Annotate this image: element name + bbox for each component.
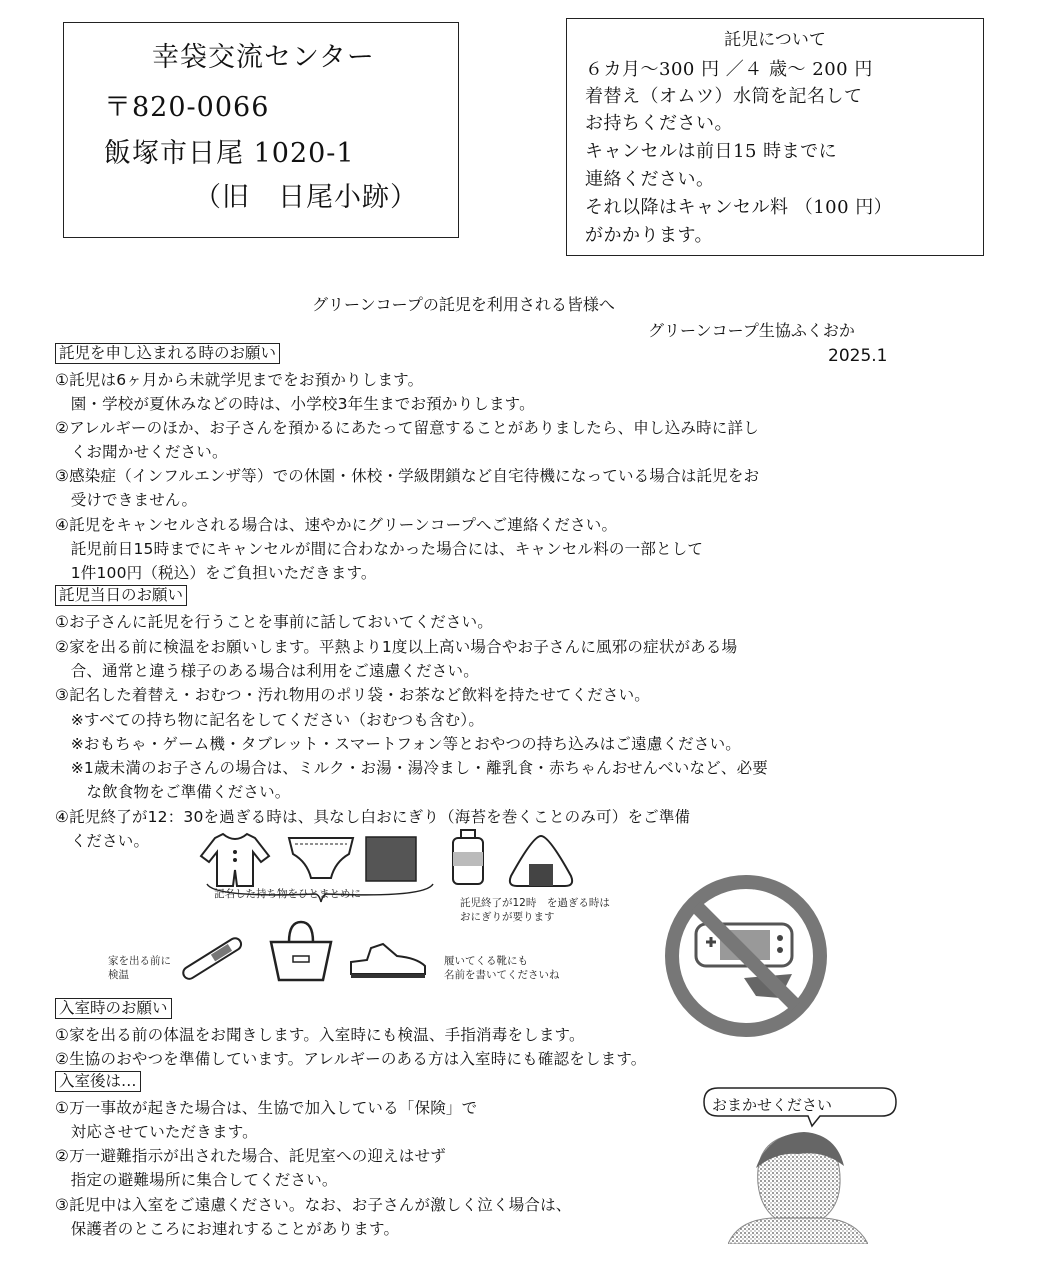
day-line: ④託児終了が12：30を過ぎる時は、具なし白おにぎり（海苔を巻くことのみ可）をご準備 [55, 808, 691, 826]
care-line: キャンセルは前日15 時までに [585, 141, 838, 162]
day-line: ②家を出る前に検温をお願いします。平熱より1度以上高い場合やお子さんに風邪の症状がある場 [55, 638, 738, 656]
after-line: 指定の避難場所に集合してください。 [55, 1171, 338, 1189]
caption-shoes: 名前を書いてくださいね [444, 969, 560, 981]
shoe-icon [347, 938, 429, 982]
apply-line: 託児前日15時までにキャンセルが間に合わなかった場合には、キャンセル料の一部として [55, 540, 704, 558]
care-info-title: 託児について [724, 30, 826, 50]
tote-bag-icon [265, 918, 337, 984]
caption-temp: 家を出る前に [108, 955, 171, 967]
care-line: 着替え（オムツ）水筒を記名して [585, 86, 863, 107]
caption-items: 記名した持ち物をひとまとめに [214, 888, 361, 900]
rice-ball-icon [505, 832, 577, 890]
day-line: 合、通常と違う様子のある場合は利用をご遠慮ください。 [55, 662, 479, 680]
day-line: ①お子さんに託児を行うことを事前に話しておいてください。 [55, 613, 493, 631]
postal-code: 〒820-0066 [104, 92, 270, 123]
care-line: ６カ月～300 円 ／４ 歳～ 200 円 [585, 59, 873, 80]
caption-onigiri: おにぎりが要ります [460, 911, 555, 923]
care-line: お持ちください。 [585, 113, 733, 134]
day-line: ※1歳未満のお子さんの場合は、ミルク・お湯・湯冷まし・離乳食・赤ちゃんおせんべいなど、必要 [55, 759, 768, 777]
doc-date: 2025.1 [828, 346, 888, 366]
caretaker-illustration [728, 1124, 868, 1244]
care-line: がかかります。 [585, 225, 714, 246]
caption-temp: 検温 [108, 969, 129, 981]
street-address: 飯塚市日尾 1020-1 [104, 138, 355, 169]
caption-shoes: 履いてくる靴にも [444, 955, 528, 967]
day-line: ※すべての持ち物に記名をしてください（おむつも含む）。 [55, 711, 485, 729]
after-line: ①万一事故が起きた場合は、生協で加入している「保険」で [55, 1099, 478, 1117]
day-line: ③記名した着替え・おむつ・汚れ物用のポリ袋・お茶など飲料を持たせてください。 [55, 686, 650, 704]
speech-bubble-text: おまかせください [712, 1096, 833, 1114]
care-line: 連絡ください。 [585, 169, 715, 190]
address-box [63, 22, 459, 238]
after-line: 保護者のところにお連れすることがあります。 [55, 1220, 400, 1238]
section-heading-after: 入室後は… [55, 1071, 141, 1092]
no-toys-games-icon [662, 872, 830, 1040]
care-info-box [566, 18, 984, 256]
entry-line: ②生協のおやつを準備しています。アレルギーのある方は入室時にも確認をします。 [55, 1050, 647, 1068]
entry-line: ①家を出る前の体温をお聞きします。入室時にも検温、手指消毒をします。 [55, 1026, 585, 1044]
apply-line: くお聞かせください。 [55, 443, 228, 461]
venue-name: 幸袋交流センター [152, 42, 375, 73]
org-name: グリーンコープ生協ふくおか [648, 321, 855, 340]
apply-line: ④託児をキャンセルされる場合は、速やかにグリーンコープへご連絡ください。 [55, 516, 618, 534]
diaper-icon [285, 832, 357, 882]
water-bottle-icon [447, 828, 489, 888]
apply-line: 園・学校が夏休みなどの時は、小学校3年生までお預かりします。 [55, 395, 535, 413]
after-line: ③託児中は入室をご遠慮ください。なお、お子さんが激しく泣く場合は、 [55, 1196, 572, 1214]
after-line: ②万一避難指示が出された場合、託児室への迎えはせず [55, 1147, 446, 1165]
day-line: ※おもちゃ・ゲーム機・タブレット・スマートフォン等とおやつの持ち込みはご遠慮ください。 [55, 735, 741, 753]
day-line: な飲食物をご準備ください。 [55, 783, 291, 801]
apply-line: ③感染症（インフルエンザ等）での休園・休校・学級閉鎖など自宅待機になっている場合は託児をお [55, 467, 760, 485]
section-heading-entry: 入室時のお願い [55, 998, 172, 1019]
after-line: 対応させていただきます。 [55, 1123, 258, 1141]
apply-line: 受けできません。 [55, 491, 198, 509]
section-heading-day: 託児当日のお願い [55, 585, 187, 606]
plastic-bag-icon [362, 833, 420, 885]
section-heading-apply: 託児を申し込まれる時のお願い [55, 343, 280, 364]
care-line: それ以降はキャンセル料 （100 円） [585, 197, 893, 218]
doc-title: グリーンコープの託児を利用される皆様へ [312, 295, 615, 314]
former-site: （旧 日尾小跡） [194, 182, 418, 213]
apply-line: ①託児は6ヶ月から未就学児までをお預かりします。 [55, 371, 424, 389]
apply-line: 1件100円（税込）をご負担いただきます。 [55, 564, 377, 582]
thermometer-icon [173, 932, 253, 984]
apply-line: ②アレルギーのほか、お子さんを預かるにあたって留意することがありましたら、申し込み時に詳し [55, 419, 759, 437]
caption-onigiri: 託児終了が12時 を過ぎる時は [460, 897, 610, 909]
day-line: ください。 [55, 832, 150, 850]
